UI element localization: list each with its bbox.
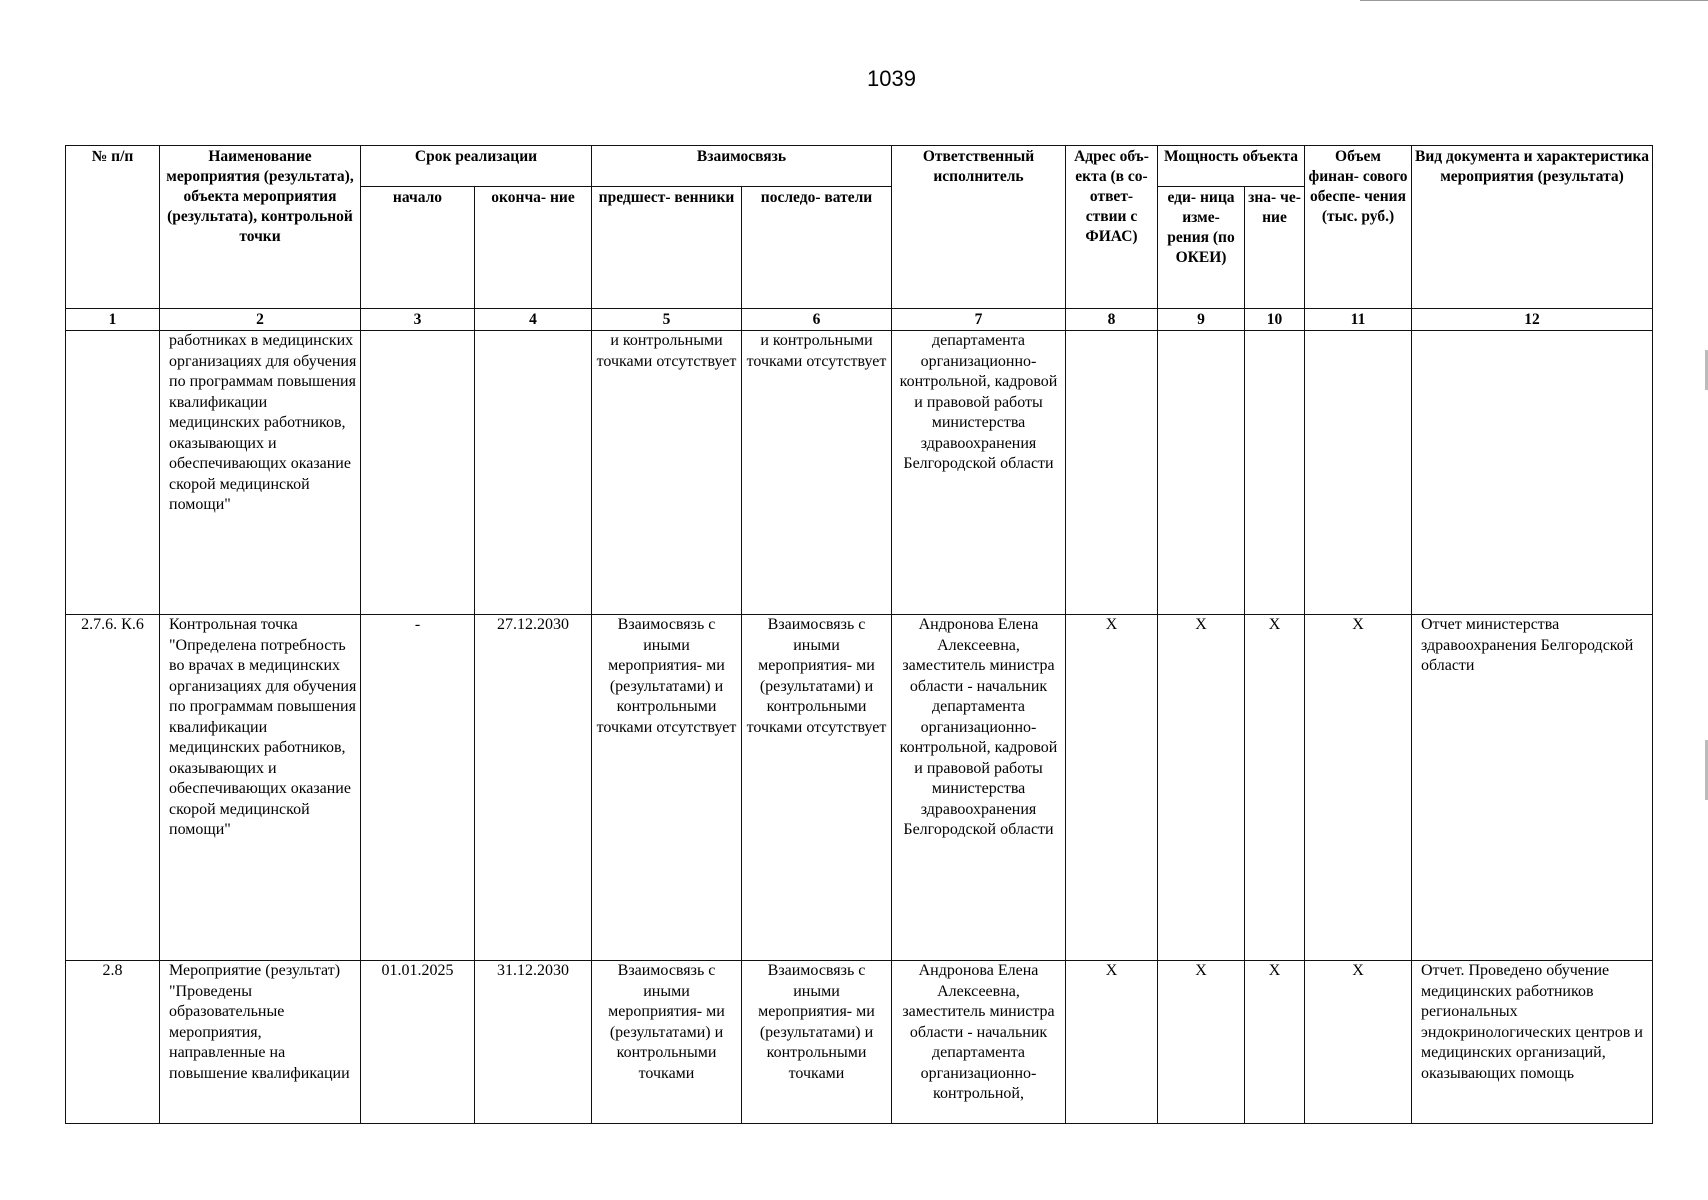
- row-responsible: департамента организационно- контрольной, кадровой и правовой работы министерства здравоохранения Белгородской области: [892, 331, 1066, 615]
- column-number: 12: [1412, 309, 1653, 331]
- column-number: 10: [1245, 309, 1305, 331]
- header-responsible: Ответственный исполнитель: [892, 146, 1066, 309]
- row-unit: X: [1158, 615, 1245, 961]
- column-number: 4: [475, 309, 592, 331]
- row-name: Контрольная точка "Определена потребность во врачах в медицинских организациях для обучения по программам повышения квалификации медицинских работников, оказывающих и обеспечивающих оказание скорой медицинской помощи": [160, 615, 361, 961]
- row-unit: [1158, 331, 1245, 615]
- header-finance: Объем финан- сового обеспе- чения (тыс. руб.): [1305, 146, 1412, 309]
- header-link-prev: предшест- венники: [592, 187, 742, 309]
- row-start: 01.01.2025: [361, 961, 475, 1124]
- row-num: 2.7.6. К.6: [66, 615, 160, 961]
- row-end: 27.12.2030: [475, 615, 592, 961]
- header-capacity: Мощность объекта: [1158, 146, 1305, 187]
- table-row: [66, 615, 1653, 961]
- table-row: [66, 331, 1653, 615]
- header-link-next: последо- ватели: [742, 187, 892, 309]
- row-num: [66, 331, 160, 615]
- row-successors: Взаимосвязь с иными мероприятия- ми (результатами) и контрольными точками отсутствует: [742, 615, 892, 961]
- row-finance: X: [1305, 961, 1412, 1124]
- row-responsible: Андронова Елена Алексеевна, заместитель министра области - начальник департамента организационно- контрольной, кадровой и правовой работы министерства здравоохранения Белгородской области: [892, 615, 1066, 961]
- column-number: 9: [1158, 309, 1245, 331]
- header-row-1: [66, 146, 1653, 187]
- column-number: 7: [892, 309, 1066, 331]
- table-row: [66, 961, 1653, 1124]
- row-document: [1412, 331, 1653, 615]
- header-address: Адрес объ- екта (в со- ответ- ствии с ФИАС): [1066, 146, 1158, 309]
- column-number-row: [66, 309, 1653, 331]
- row-address: X: [1066, 961, 1158, 1124]
- row-start: -: [361, 615, 475, 961]
- column-number: 2: [160, 309, 361, 331]
- row-successors: и контрольными точками отсутствует: [742, 331, 892, 615]
- header-link: Взаимосвязь: [592, 146, 892, 187]
- row-end: [475, 331, 592, 615]
- column-number: 6: [742, 309, 892, 331]
- row-document: Отчет. Проведено обучение медицинских работников региональных эндокринологических центров и медицинских организаций, оказывающих помощь: [1412, 961, 1653, 1124]
- row-value: [1245, 331, 1305, 615]
- header-term-end: оконча- ние: [475, 187, 592, 309]
- row-finance: [1305, 331, 1412, 615]
- row-responsible: Андронова Елена Алексеевна, заместитель министра области - начальник департамента организационно- контрольной,: [892, 961, 1066, 1124]
- row-value: X: [1245, 615, 1305, 961]
- row-predecessors: Взаимосвязь с иными мероприятия- ми (результатами) и контрольными точками: [592, 961, 742, 1124]
- header-capacity-value: зна- че- ние: [1245, 187, 1305, 309]
- column-number: 5: [592, 309, 742, 331]
- header-term: Срок реализации: [361, 146, 592, 187]
- row-predecessors: и контрольными точками отсутствует: [592, 331, 742, 615]
- row-predecessors: Взаимосвязь с иными мероприятия- ми (результатами) и контрольными точками отсутствует: [592, 615, 742, 961]
- column-number: 3: [361, 309, 475, 331]
- column-number: 11: [1305, 309, 1412, 331]
- column-number: 8: [1066, 309, 1158, 331]
- top-edge-rule: [1360, 0, 1708, 1]
- row-value: X: [1245, 961, 1305, 1124]
- row-successors: Взаимосвязь с иными мероприятия- ми (результатами) и контрольными точками: [742, 961, 892, 1124]
- row-name: Мероприятие (результат) "Проведены образовательные мероприятия, направленные на повышение квалификации: [160, 961, 361, 1124]
- header-num: № п/п: [66, 146, 160, 309]
- row-start: [361, 331, 475, 615]
- row-address: X: [1066, 615, 1158, 961]
- header-name: Наименование мероприятия (результата), объекта мероприятия (результата), контрольной точки: [160, 146, 361, 309]
- page-number: 1039: [867, 66, 916, 91]
- row-name: работниках в медицинских организациях для обучения по программам повышения квалификации медицинских работников, оказывающих и обеспечивающих оказание скорой медицинской помощи": [160, 331, 361, 615]
- row-document: Отчет министерства здравоохранения Белгородской области: [1412, 615, 1653, 961]
- row-unit: X: [1158, 961, 1245, 1124]
- plan-table: [65, 145, 1653, 1124]
- column-number: 1: [66, 309, 160, 331]
- row-end: 31.12.2030: [475, 961, 592, 1124]
- row-finance: X: [1305, 615, 1412, 961]
- header-doc: Вид документа и характеристика мероприятия (результата): [1412, 146, 1653, 309]
- header-capacity-unit: еди- ница изме- рения (по ОКЕИ): [1158, 187, 1245, 309]
- row-address: [1066, 331, 1158, 615]
- header-term-start: начало: [361, 187, 475, 309]
- row-num: 2.8: [66, 961, 160, 1124]
